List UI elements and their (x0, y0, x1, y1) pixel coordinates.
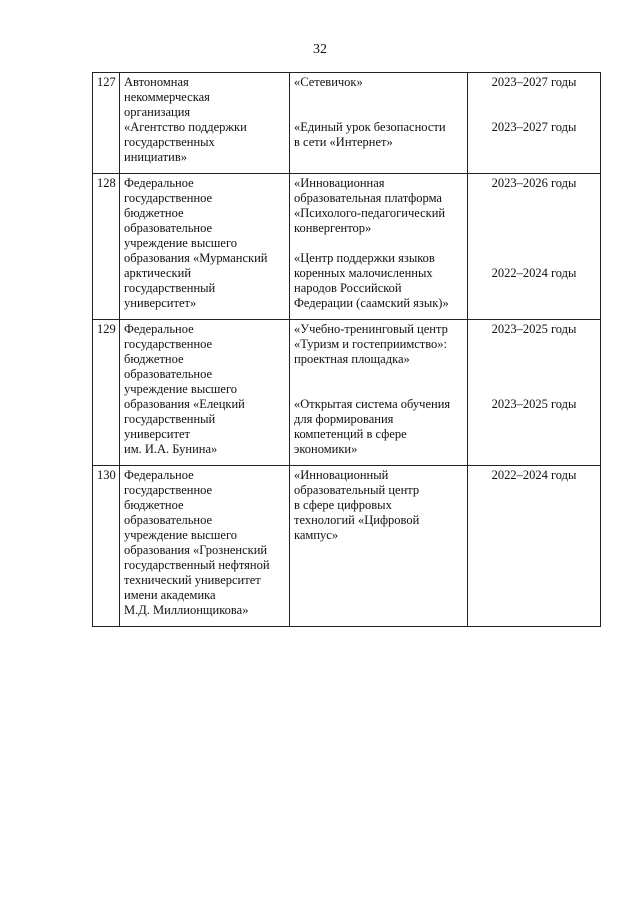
org-line: образования «Грозненский (124, 543, 268, 557)
org-line: им. И.А. Бунина» (124, 442, 218, 456)
organization-cell (120, 320, 290, 466)
project-line: «Психолого-педагогический (294, 206, 446, 220)
org-line: Федеральное (124, 468, 194, 482)
project-line: «Сетевичок» (294, 75, 363, 89)
org-line: образования «Мурманский (124, 251, 268, 265)
project-line: проектная площадка» (294, 352, 410, 366)
period-value: 2023–2027 годы (491, 120, 577, 134)
row-number: 128 (93, 174, 120, 320)
project-line: образовательный центр (294, 483, 420, 497)
project-line: образовательная платформа (294, 191, 442, 205)
org-line: бюджетное (124, 498, 184, 512)
table-row (93, 320, 601, 466)
org-line: учреждение высшего (124, 528, 238, 542)
org-line: инициатив» (124, 150, 187, 164)
project-line: конвергентор» (294, 221, 372, 235)
organization-cell (120, 73, 290, 174)
project-line: Федерации (саамский язык)» (294, 296, 449, 310)
period-value: 2023–2025 годы (491, 322, 577, 336)
org-line: университет» (124, 296, 197, 310)
project-line: компетенций в сфере (294, 427, 407, 441)
project-line: в сфере цифровых (294, 498, 392, 512)
period-value: 2023–2026 годы (491, 176, 577, 190)
org-line: М.Д. Миллионщикова» (124, 603, 249, 617)
project-cell (290, 73, 468, 174)
org-line: бюджетное (124, 352, 184, 366)
org-line: образовательное (124, 367, 213, 381)
org-line: «Агентство поддержки (124, 120, 247, 134)
org-line: бюджетное (124, 206, 184, 220)
project-line: «Центр поддержки языков (294, 251, 435, 265)
org-line: государственный (124, 281, 216, 295)
period-value: 2023–2025 годы (491, 397, 577, 411)
period-value: 2022–2024 годы (491, 468, 577, 482)
org-line: образования «Елецкий (124, 397, 245, 411)
organization-cell (120, 466, 290, 627)
org-line: имени академика (124, 588, 216, 602)
org-line: некоммерческая (124, 90, 210, 104)
period-cell (468, 320, 601, 466)
project-line: коренных малочисленных (294, 266, 433, 280)
project-line: «Учебно-тренинговый центр (294, 322, 448, 336)
table-row (93, 73, 601, 174)
project-line: технологий «Цифровой (294, 513, 420, 527)
org-line: технический университет (124, 573, 261, 587)
project-line: для формирования (294, 412, 394, 426)
project-line: «Инновационный (294, 468, 389, 482)
project-cell (290, 320, 468, 466)
org-line: университет (124, 427, 190, 441)
row-number: 127 (93, 73, 120, 174)
table-row (93, 174, 601, 320)
project-cell (290, 466, 468, 627)
period-value: 2023–2027 годы (491, 75, 577, 89)
project-cell (290, 174, 468, 320)
org-line: учреждение высшего (124, 236, 238, 250)
org-line: образовательное (124, 221, 213, 235)
org-line: Автономная (124, 75, 189, 89)
organization-cell (120, 174, 290, 320)
project-line: экономики» (294, 442, 358, 456)
programs-table (92, 72, 601, 627)
org-line: государственных (124, 135, 215, 149)
org-line: государственное (124, 191, 213, 205)
org-line: организация (124, 105, 191, 119)
period-cell (468, 174, 601, 320)
period-value: 2022–2024 годы (491, 266, 577, 280)
period-cell (468, 466, 601, 627)
project-line: народов Российской (294, 281, 402, 295)
org-line: государственное (124, 337, 213, 351)
org-line: образовательное (124, 513, 213, 527)
period-cell (468, 73, 601, 174)
org-line: государственный нефтяной (124, 558, 270, 572)
org-line: государственный (124, 412, 216, 426)
project-line: «Инновационная (294, 176, 385, 190)
org-line: государственное (124, 483, 213, 497)
project-line: кампус» (294, 528, 339, 542)
table-row (93, 466, 601, 627)
page-number: 32 (313, 42, 327, 57)
project-line: «Открытая система обучения (294, 397, 451, 411)
org-line: Федеральное (124, 322, 194, 336)
project-line: в сети «Интернет» (294, 135, 393, 149)
org-line: Федеральное (124, 176, 194, 190)
project-line: «Единый урок безопасности (294, 120, 446, 134)
row-number: 130 (93, 466, 120, 627)
project-line: «Туризм и гостеприимство»: (294, 337, 448, 351)
org-line: учреждение высшего (124, 382, 238, 396)
org-line: арктический (124, 266, 192, 280)
row-number: 129 (93, 320, 120, 466)
